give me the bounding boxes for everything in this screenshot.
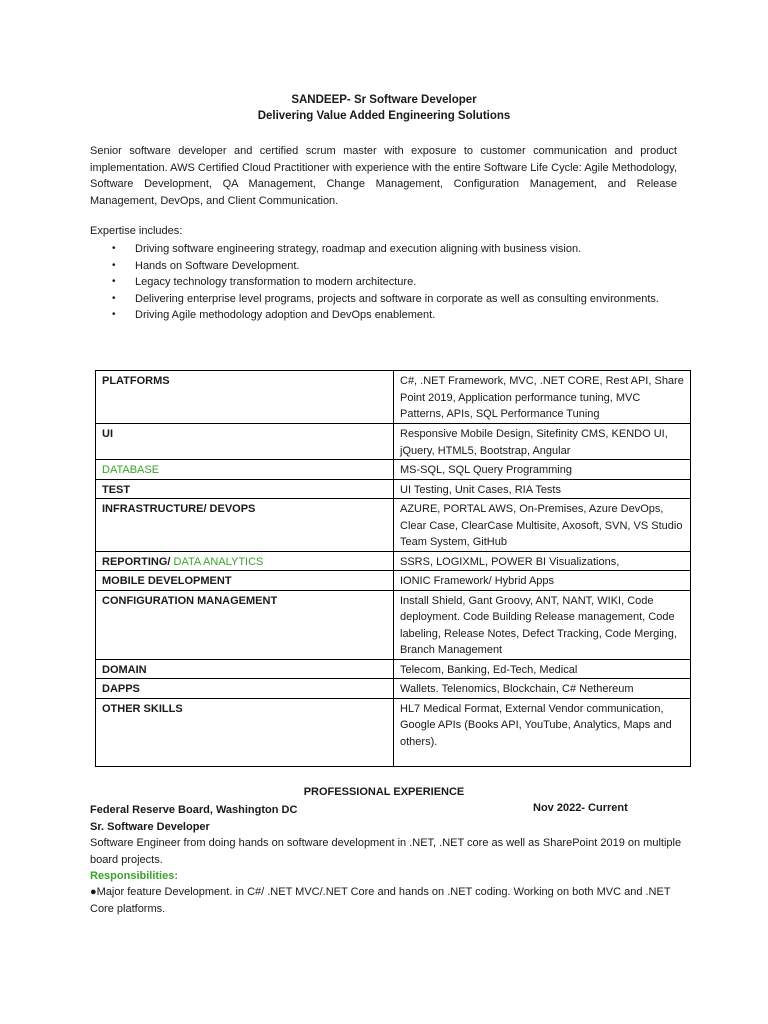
- skill-value: MS-SQL, SQL Query Programming: [394, 460, 691, 480]
- skill-category: MOBILE DEVELOPMENT: [96, 571, 394, 591]
- list-item: [90, 307, 677, 324]
- skill-category-highlight: DATA ANALYTICS: [173, 555, 264, 568]
- name-heading: SANDEEP- Sr Software Developer: [291, 94, 477, 106]
- skill-value: Install Shield, Gant Groovy, ANT, NANT, WIKI, Code deployment. Code Building Release management, Code labeling, Release Notes, Defect Tracking, Code Merging, Branch Management: [394, 590, 691, 659]
- list-item-text: Delivering enterprise level programs, projects and software in corporate as well as consulting environments.: [135, 292, 659, 305]
- list-item: [90, 241, 677, 258]
- bullet-icon: •: [112, 309, 116, 321]
- skill-category: [96, 551, 394, 571]
- list-item-text: Hands on Software Development.: [135, 259, 300, 272]
- expertise-label: Expertise includes:: [90, 225, 183, 237]
- table-row: [96, 371, 691, 424]
- responsibilities-label: Responsibilities:: [90, 870, 179, 882]
- job-title: Sr. Software Developer: [90, 821, 210, 833]
- employer-name: Federal Reserve Board, Washington DC: [90, 804, 298, 816]
- skill-value: SSRS, LOGIXML, POWER BI Visualizations,: [394, 551, 691, 571]
- responsibility-text: Major feature Development. in C#/ .NET MVC/.NET Core and hands on .NET coding. Working on both MVC and .NET Core platforms.: [90, 886, 671, 915]
- skill-category: INFRASTRUCTURE/ DEVOPS: [96, 499, 394, 552]
- tagline-heading: Delivering Value Added Engineering Solutions: [257, 110, 511, 122]
- table-row: [96, 499, 691, 552]
- table-row: [96, 590, 691, 659]
- skill-category: PLATFORMS: [96, 371, 394, 424]
- table-row: [96, 659, 691, 679]
- skill-category-prefix: REPORTING/: [102, 555, 174, 568]
- list-item-text: Legacy technology transformation to modern architecture.: [135, 276, 417, 289]
- table-row: [96, 571, 691, 591]
- skill-value: Wallets. Telenomics, Blockchain, C# Nethereum: [394, 679, 691, 699]
- list-item-text: Driving software engineering strategy, roadmap and execution aligning with business vision.: [135, 243, 582, 255]
- bullet-icon: •: [112, 243, 116, 254]
- table-row: [96, 679, 691, 699]
- responsibility-item: [90, 884, 690, 917]
- list-item: [90, 258, 677, 275]
- summary-paragraph: Senior software developer and certified scrum master with exposure to customer communication and product implementation. AWS Certified Cloud Practitioner with experience with the entire Software Life Cycle: Agile Methodology, Software Development, QA Management, Change Management, Configuration Management, and Release Management, DevOps, and Client Communication.: [90, 145, 677, 207]
- skill-value: IONIC Framework/ Hybrid Apps: [394, 571, 691, 591]
- list-item: [90, 274, 677, 291]
- skill-category: DATABASE: [96, 460, 394, 480]
- skill-category: DAPPS: [96, 679, 394, 699]
- skill-value: Responsive Mobile Design, Sitefinity CMS, KENDO UI, jQuery, HTML5, Bootstrap, Angular: [394, 424, 691, 460]
- list-item-text: Driving Agile methodology adoption and DevOps enablement.: [135, 309, 436, 322]
- bullet-icon: ●: [90, 886, 97, 898]
- skill-value: UI Testing, Unit Cases, RIA Tests: [394, 479, 691, 499]
- table-row: [96, 479, 691, 499]
- skill-category: DOMAIN: [96, 659, 394, 679]
- table-row: [96, 460, 691, 480]
- employment-dates: Nov 2022- Current: [533, 802, 628, 814]
- experience-section-title: PROFESSIONAL EXPERIENCE: [303, 786, 465, 798]
- skill-value: Telecom, Banking, Ed-Tech, Medical: [394, 659, 691, 679]
- skill-category: TEST: [96, 479, 394, 499]
- table-row: [96, 551, 691, 571]
- table-row: [96, 698, 691, 766]
- skill-value: AZURE, PORTAL AWS, On-Premises, Azure DevOps, Clear Case, ClearCase Multisite, Axosoft, SVN, VS Studio Team System, GitHub: [394, 499, 691, 552]
- skill-value: HL7 Medical Format, External Vendor communication, Google APIs (Books API, YouTube, Analytics, Maps and others).: [394, 698, 691, 766]
- bullet-icon: •: [112, 276, 116, 288]
- bullet-icon: •: [112, 259, 116, 271]
- bullet-icon: •: [112, 292, 116, 304]
- skill-category: UI: [96, 424, 394, 460]
- skill-category: OTHER SKILLS: [96, 698, 394, 766]
- list-item: [90, 291, 677, 308]
- job-description: Software Engineer from doing hands on software development in .NET, .NET core as well as SharePoint 2019 on multiple board projects.: [90, 837, 682, 866]
- table-row: [96, 424, 691, 460]
- skill-value: C#, .NET Framework, MVC, .NET CORE, Rest API, Share Point 2019, Application performance tuning, MVC Patterns, APIs, SQL Performance Tuning: [394, 371, 691, 424]
- expertise-list: [90, 241, 677, 324]
- skills-table: [95, 370, 691, 767]
- skill-category: CONFIGURATION MANAGEMENT: [96, 590, 394, 659]
